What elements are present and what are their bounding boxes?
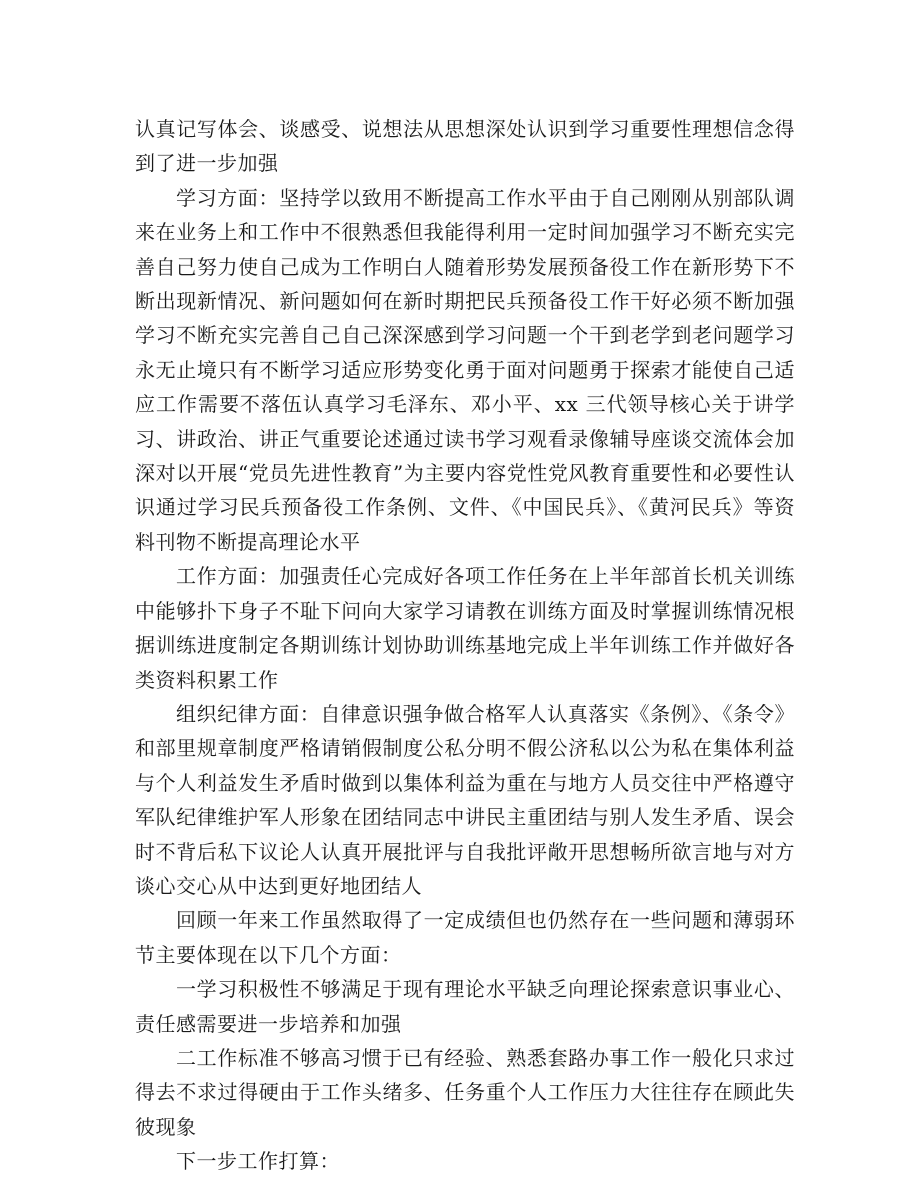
paragraph-work: 工作方面：加强责任心完成好各项工作任务在上半年部首长机关训练中能够扑下身子不耻下问向大家学习请教在训练方面及时掌握训练情况根据训练进度制定各期训练计划协助训练基地完成上半年训练工作并做好各类资料积累工作	[135, 564, 795, 692]
document-body	[135, 112, 795, 1179]
paragraph-next-plan: 下一步工作打算：	[176, 1149, 340, 1174]
paragraph-issue-two: 二工作标准不够高习惯于已有经验、熟悉套路办事工作一般化只求过得去不求过得硬由于工作头绪多、任务重个人工作压力大往往存在顾此失彼现象	[135, 1045, 795, 1139]
paragraph-review: 回顾一年来工作虽然取得了一定成绩但也仍然存在一些问题和薄弱环节主要体现在以下几个方面：	[135, 908, 795, 967]
paragraph-discipline: 组织纪律方面：自律意识强争做合格军人认真落实《条例》、《条令》和部里规章制度严格请销假制度公私分明不假公济私以公为私在集体利益与个人利益发生矛盾时做到以集体利益为重在与地方人员交往中严格遵守军队纪律维护军人形象在团结同志中讲民主重团结与别人发生矛盾、误会时不背后私下议论人认真开展批评与自我批评敞开思想畅所欲言地与对方谈心交心从中达到更好地团结人	[135, 701, 795, 898]
paragraph-issue-one: 一学习积极性不够满足于现有理论水平缺乏向理论探索意识事业心、责任感需要进一步培养和加强	[135, 977, 795, 1036]
paragraph-continuation: 认真记写体会、谈感受、说想法从思想深处认识到学习重要性理想信念得到了进一步加强	[135, 117, 795, 176]
paragraph-study: 学习方面：坚持学以致用不断提高工作水平由于自己刚刚从别部队调来在业务上和工作中不很熟悉但我能得利用一定时间加强学习不断充实完善自己努力使自己成为工作明白人随着形势发展预备役工作在新形势下不断出现新情况、新问题如何在新时期把民兵预备役工作干好必须不断加强学习不断充实完善自己自己深深感到学习问题一个干到老学到老问题学习永无止境只有不断学习适应形势变化勇于面对问题勇于探索才能使自己适应工作需要不落伍认真学习毛泽东、邓小平、xx 三代领导核心关于讲学习、讲政治、讲正气重要论述通过读书学习观看录像辅导座谈交流体会加深对以开展“党员先进性教育”为主要内容党性党风教育重要性和必要性认识通过学习民兵预备役工作条例、文件、《中国民兵》、《黄河民兵》等资料刊物不断提高理论水平	[135, 185, 795, 554]
